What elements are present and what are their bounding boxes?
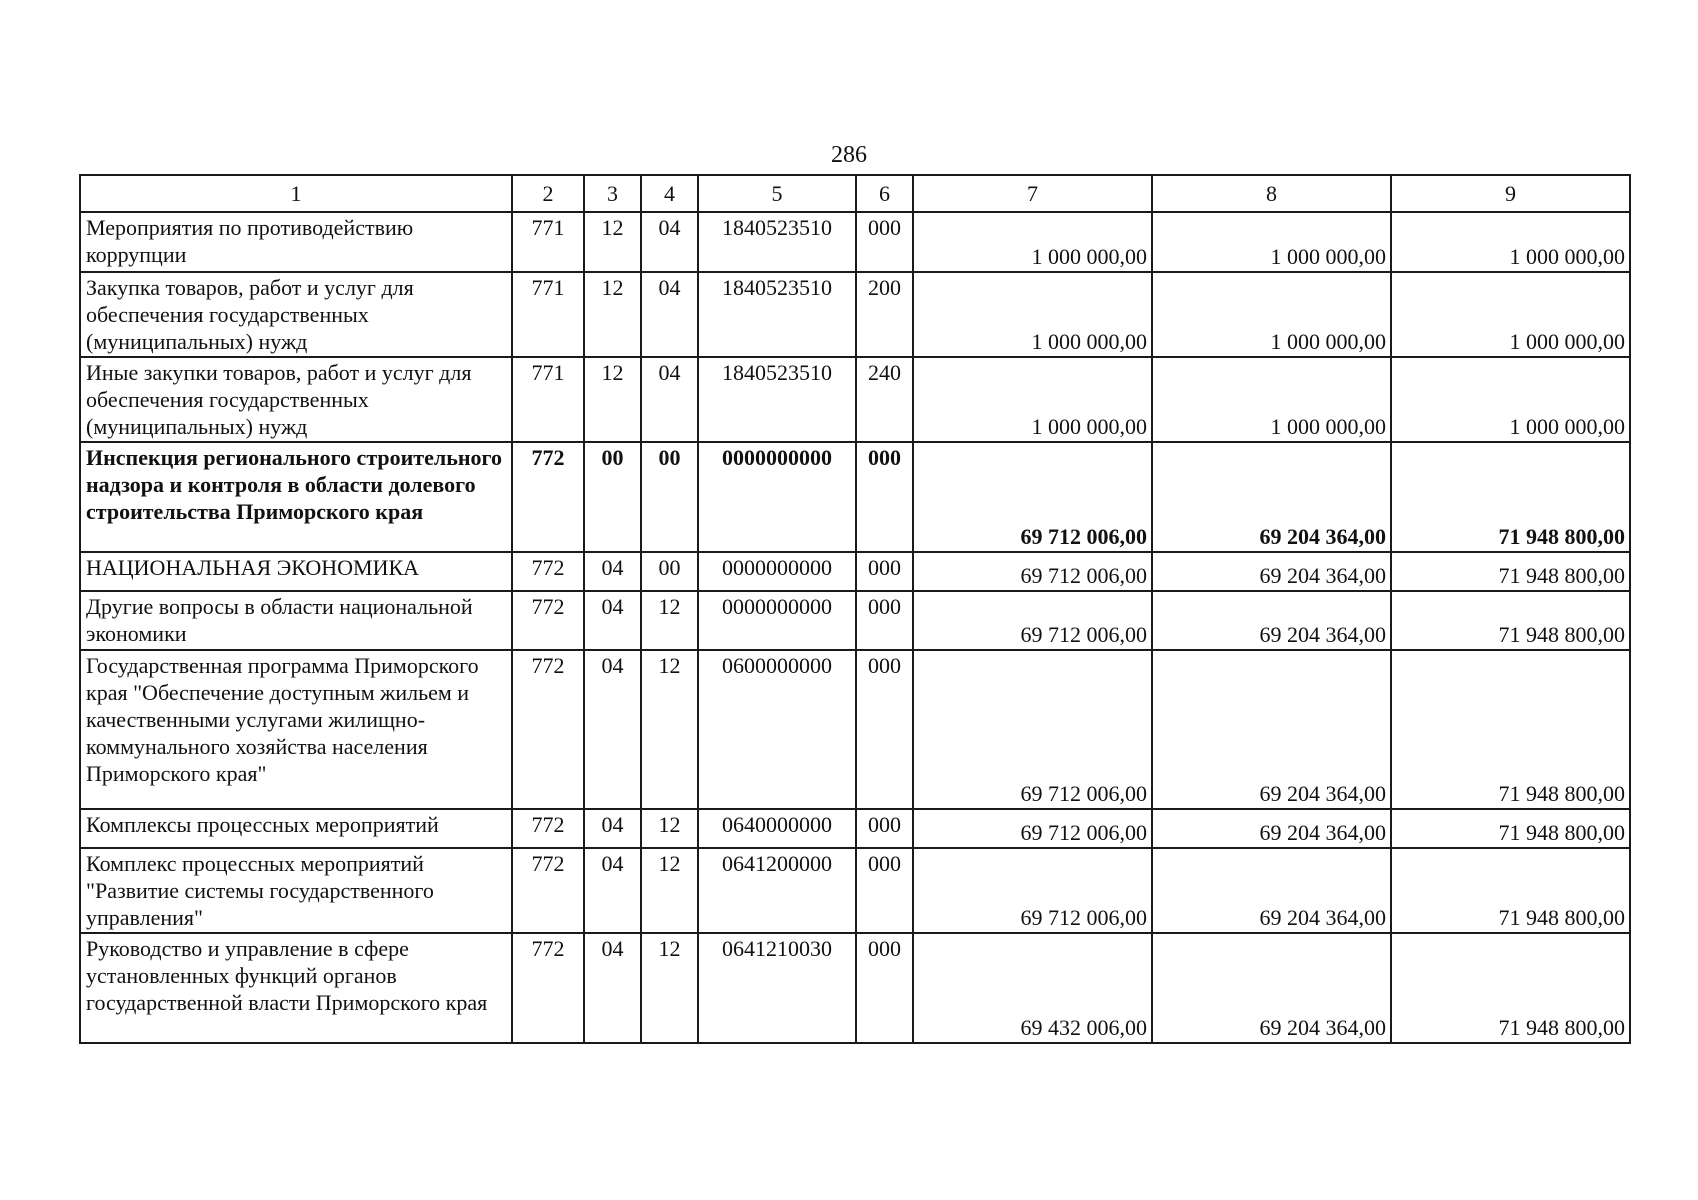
row-code-cell-2: 772: [512, 552, 584, 591]
row-code-cell-4: 12: [641, 591, 698, 650]
row-code-cell-2: 772: [512, 442, 584, 552]
row-amount-cell-9: 1 000 000,00: [1391, 212, 1630, 272]
header-cell-6: 6: [856, 175, 913, 212]
row-code-cell-3: 04: [584, 591, 641, 650]
row-code-cell-3: 04: [584, 650, 641, 809]
row-code-cell-3: 04: [584, 552, 641, 591]
row-code-cell-2: 771: [512, 212, 584, 272]
header-cell-7: 7: [913, 175, 1152, 212]
row-amount-cell-9: 71 948 800,00: [1391, 809, 1630, 848]
table-row: [80, 272, 1630, 357]
row-code-cell-2: 772: [512, 848, 584, 933]
row-code-cell-6: 000: [856, 848, 913, 933]
row-code-cell-4: 00: [641, 442, 698, 552]
row-amount-cell-9: 71 948 800,00: [1391, 848, 1630, 933]
header-cell-5: 5: [698, 175, 856, 212]
row-amount-cell-7: 69 712 006,00: [913, 650, 1152, 809]
row-amount-cell-8: 69 204 364,00: [1152, 442, 1391, 552]
row-code-cell-3: 12: [584, 272, 641, 357]
row-amount-cell-8: 69 204 364,00: [1152, 809, 1391, 848]
row-code-cell-5: 1840523510: [698, 272, 856, 357]
row-code-cell-4: 00: [641, 552, 698, 591]
row-code-cell-5: 0641210030: [698, 933, 856, 1043]
row-amount-cell-8: 69 204 364,00: [1152, 848, 1391, 933]
row-code-cell-5: 0000000000: [698, 442, 856, 552]
row-amount-cell-7: 1 000 000,00: [913, 272, 1152, 357]
row-code-cell-5: 0640000000: [698, 809, 856, 848]
table-body: [80, 175, 1630, 1043]
row-amount-cell-7: 1 000 000,00: [913, 212, 1152, 272]
row-name-cell: Инспекция регионального строительного надзора и контроля в области долевого строительства Приморского края: [80, 442, 512, 552]
header-cell-4: 4: [641, 175, 698, 212]
row-name-cell: Государственная программа Приморского края "Обеспечение доступным жильем и качественными услугами жилищно-коммунального хозяйства населения Приморского края": [80, 650, 512, 809]
row-code-cell-4: 04: [641, 272, 698, 357]
table-header-row: [80, 175, 1630, 212]
row-code-cell-6: 200: [856, 272, 913, 357]
row-code-cell-6: 000: [856, 933, 913, 1043]
row-amount-cell-9: 1 000 000,00: [1391, 357, 1630, 442]
row-amount-cell-9: 71 948 800,00: [1391, 933, 1630, 1043]
header-cell-3: 3: [584, 175, 641, 212]
row-code-cell-5: 0600000000: [698, 650, 856, 809]
row-code-cell-6: 000: [856, 442, 913, 552]
table-row: [80, 933, 1630, 1043]
row-code-cell-2: 772: [512, 809, 584, 848]
row-amount-cell-7: 69 432 006,00: [913, 933, 1152, 1043]
header-cell-8: 8: [1152, 175, 1391, 212]
row-code-cell-4: 12: [641, 650, 698, 809]
header-cell-1: 1: [80, 175, 512, 212]
row-code-cell-2: 772: [512, 591, 584, 650]
row-code-cell-4: 04: [641, 357, 698, 442]
row-code-cell-2: 772: [512, 933, 584, 1043]
row-amount-cell-8: 1 000 000,00: [1152, 212, 1391, 272]
header-cell-9: 9: [1391, 175, 1630, 212]
row-amount-cell-9: 71 948 800,00: [1391, 552, 1630, 591]
row-code-cell-6: 240: [856, 357, 913, 442]
row-code-cell-4: 04: [641, 212, 698, 272]
row-amount-cell-8: 1 000 000,00: [1152, 272, 1391, 357]
row-name-cell: Комплексы процессных мероприятий: [80, 809, 512, 848]
row-amount-cell-8: 1 000 000,00: [1152, 357, 1391, 442]
table-row: [80, 650, 1630, 809]
table-row: [80, 848, 1630, 933]
row-amount-cell-8: 69 204 364,00: [1152, 591, 1391, 650]
row-code-cell-2: 771: [512, 272, 584, 357]
header-cell-2: 2: [512, 175, 584, 212]
row-code-cell-5: 0000000000: [698, 552, 856, 591]
row-amount-cell-9: 1 000 000,00: [1391, 272, 1630, 357]
row-name-cell: Закупка товаров, работ и услуг для обеспечения государственных (муниципальных) нужд: [80, 272, 512, 357]
row-code-cell-6: 000: [856, 809, 913, 848]
row-amount-cell-9: 71 948 800,00: [1391, 591, 1630, 650]
row-amount-cell-7: 69 712 006,00: [913, 848, 1152, 933]
row-amount-cell-9: 71 948 800,00: [1391, 442, 1630, 552]
row-amount-cell-8: 69 204 364,00: [1152, 650, 1391, 809]
row-code-cell-3: 12: [584, 212, 641, 272]
row-code-cell-2: 772: [512, 650, 584, 809]
row-amount-cell-7: 1 000 000,00: [913, 357, 1152, 442]
row-code-cell-6: 000: [856, 650, 913, 809]
row-code-cell-5: 1840523510: [698, 357, 856, 442]
table-row: [80, 552, 1630, 591]
table-row: [80, 212, 1630, 272]
table-row: [80, 591, 1630, 650]
row-amount-cell-8: 69 204 364,00: [1152, 933, 1391, 1043]
row-code-cell-3: 04: [584, 933, 641, 1043]
row-code-cell-6: 000: [856, 212, 913, 272]
row-code-cell-3: 04: [584, 809, 641, 848]
row-amount-cell-7: 69 712 006,00: [913, 552, 1152, 591]
row-code-cell-4: 12: [641, 933, 698, 1043]
row-amount-cell-8: 69 204 364,00: [1152, 552, 1391, 591]
row-name-cell: Мероприятия по противодействию коррупции: [80, 212, 512, 272]
row-code-cell-4: 12: [641, 848, 698, 933]
table-row: [80, 442, 1630, 552]
row-amount-cell-7: 69 712 006,00: [913, 442, 1152, 552]
table-row: [80, 357, 1630, 442]
table-row: [80, 809, 1630, 848]
row-name-cell: Иные закупки товаров, работ и услуг для обеспечения государственных (муниципальных) нужд: [80, 357, 512, 442]
row-name-cell: Комплекс процессных мероприятий "Развитие системы государственного управления": [80, 848, 512, 933]
row-code-cell-5: 1840523510: [698, 212, 856, 272]
page-number: 286: [831, 142, 867, 168]
row-code-cell-3: 04: [584, 848, 641, 933]
row-name-cell: Руководство и управление в сфере установленных функций органов государственной власти Приморского края: [80, 933, 512, 1043]
row-code-cell-4: 12: [641, 809, 698, 848]
row-amount-cell-7: 69 712 006,00: [913, 809, 1152, 848]
row-code-cell-5: 0000000000: [698, 591, 856, 650]
budget-table: [79, 174, 1631, 1044]
row-code-cell-6: 000: [856, 552, 913, 591]
row-code-cell-6: 000: [856, 591, 913, 650]
row-amount-cell-9: 71 948 800,00: [1391, 650, 1630, 809]
row-amount-cell-7: 69 712 006,00: [913, 591, 1152, 650]
row-code-cell-3: 00: [584, 442, 641, 552]
row-code-cell-2: 771: [512, 357, 584, 442]
row-code-cell-3: 12: [584, 357, 641, 442]
row-name-cell: НАЦИОНАЛЬНАЯ ЭКОНОМИКА: [80, 552, 512, 591]
row-code-cell-5: 0641200000: [698, 848, 856, 933]
row-name-cell: Другие вопросы в области национальной экономики: [80, 591, 512, 650]
